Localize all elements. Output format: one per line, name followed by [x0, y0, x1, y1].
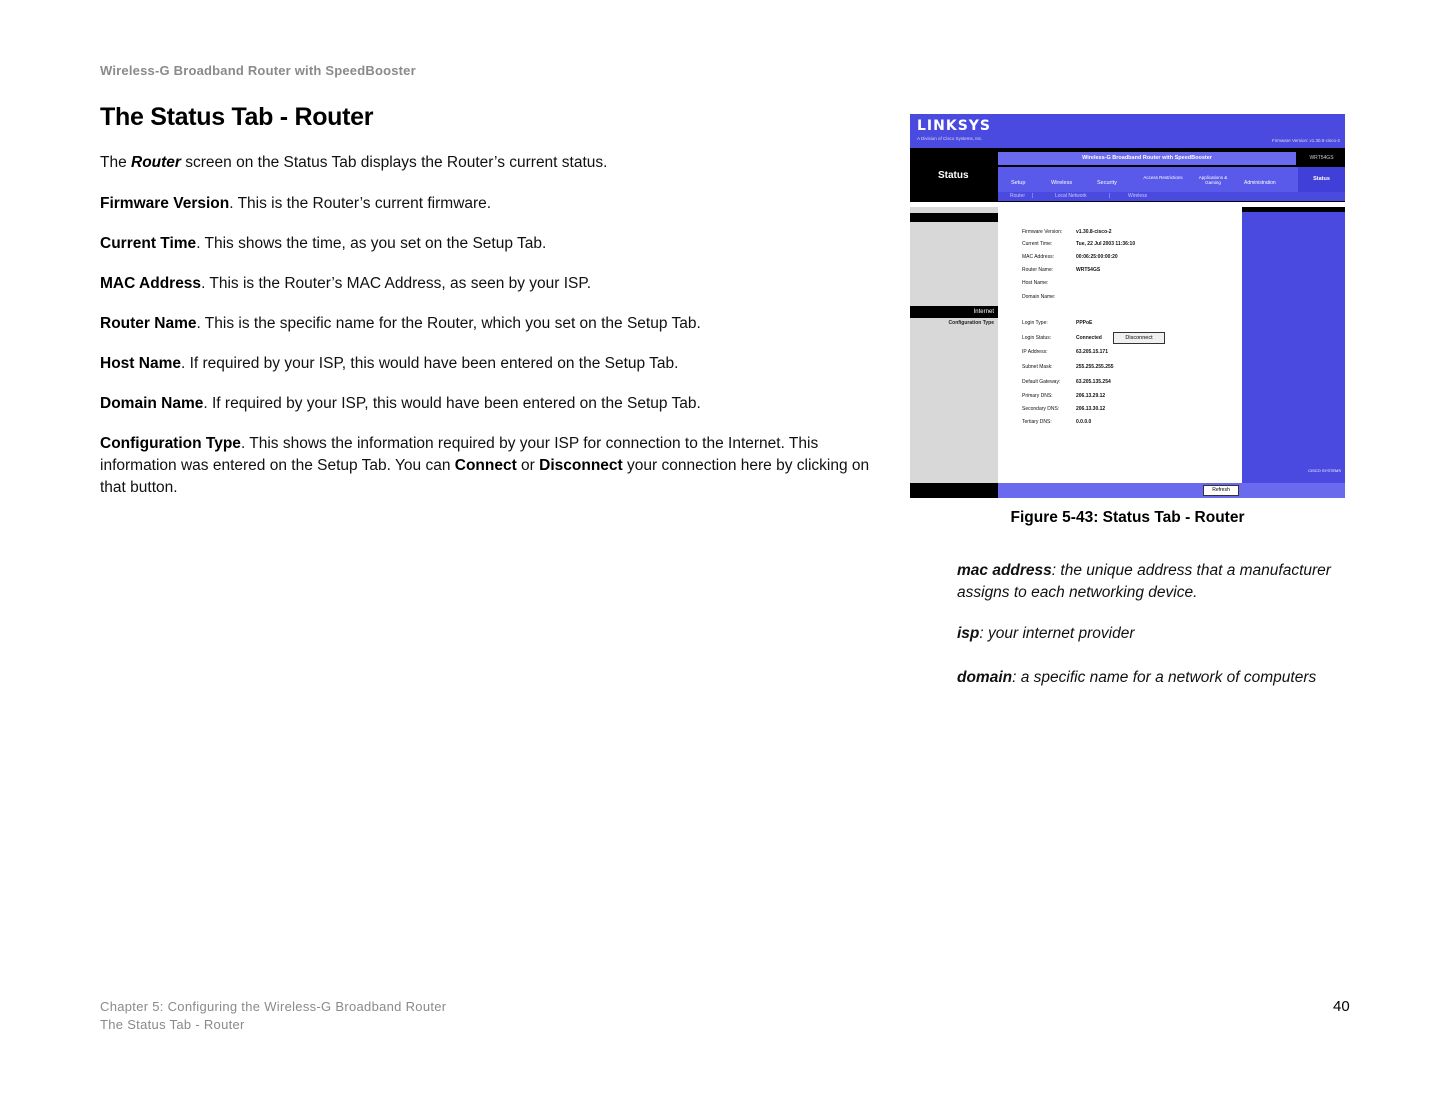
- firmware-paragraph: [100, 193, 890, 215]
- row-label: Host Name:: [1022, 280, 1049, 286]
- config-paragraph: [100, 433, 890, 499]
- time-text: . This shows the time, as you set on the Setup Tab.: [196, 235, 547, 252]
- row-label: Domain Name:: [1022, 294, 1056, 300]
- refresh-button[interactable]: Refresh: [1203, 485, 1239, 496]
- router-name-term: Router Name: [100, 315, 197, 332]
- footer-chapter: Chapter 5: Configuring the Wireless-G Broadband Router: [100, 999, 447, 1014]
- disconnect-button[interactable]: Disconnect: [1113, 332, 1165, 344]
- row-value: 206.13.29.12: [1076, 393, 1106, 399]
- glossary-mac-def: : the unique address that a manufacturer assigns to each networking device.: [957, 562, 1331, 601]
- row-value: Tue, 22 Jul 2003 11:36:10: [1076, 241, 1136, 247]
- time-paragraph: [100, 233, 890, 255]
- row-value: PPPoE: [1076, 320, 1093, 326]
- row-value: Connected: [1076, 335, 1102, 341]
- subtab-wireless[interactable]: Wireless: [1128, 193, 1148, 199]
- tab-administration[interactable]: Administration: [1244, 180, 1276, 186]
- intro-paragraph: [100, 152, 890, 174]
- glossary-isp: [957, 623, 1347, 645]
- row-value: 206.13.30.12: [1076, 406, 1106, 412]
- page-number: 40: [1333, 998, 1350, 1015]
- row-label: Tertiary DNS:: [1022, 419, 1052, 425]
- row-value: 00:06:25:00:00:20: [1076, 254, 1118, 260]
- product-name-band: Wireless-G Broadband Router with SpeedBooster: [998, 152, 1296, 165]
- mac-text: . This is the Router’s MAC Address, as seen by your ISP.: [201, 275, 592, 292]
- glossary-mac-term: mac address: [957, 562, 1052, 579]
- tab-wireless[interactable]: Wireless: [1051, 180, 1073, 186]
- mac-term: MAC Address: [100, 275, 202, 292]
- logo-subtitle: A Division of Cisco Systems, Inc.: [917, 136, 983, 141]
- figure-left-panel: [910, 207, 998, 483]
- row-value: 63.205.15.171: [1076, 349, 1108, 355]
- connect-term: Connect: [454, 457, 517, 474]
- subtab-divider: |: [1109, 193, 1111, 199]
- config-text1: . This shows the information required by your ISP for connection to the Internet. This information was entered on the Setup Tab. You can: [100, 435, 819, 474]
- figure-right-panel: [1242, 207, 1345, 483]
- glossary-domain: [957, 667, 1347, 689]
- page-title: The Status Tab - Router: [100, 103, 374, 131]
- subtab-router[interactable]: Router: [1010, 193, 1026, 199]
- tab-status[interactable]: Status: [1298, 167, 1345, 192]
- glossary-isp-def: : your internet provider: [979, 625, 1135, 642]
- tab-security[interactable]: Security: [1097, 180, 1117, 186]
- config-term: Configuration Type: [100, 435, 241, 452]
- host-term: Host Name: [100, 355, 181, 372]
- firmware-text: . This is the Router’s current firmware.: [229, 195, 492, 212]
- row-label: Router Name:: [1022, 267, 1054, 273]
- glossary-domain-term: domain: [957, 669, 1013, 686]
- row-value: v1.30.8-cisco-2: [1076, 229, 1112, 235]
- tab-access-restrictions[interactable]: Access Restrictions: [1143, 175, 1183, 180]
- row-label: MAC Address:: [1022, 254, 1054, 260]
- row-label: Login Status:: [1022, 335, 1052, 341]
- intro-pre: The: [100, 154, 132, 171]
- row-label: Secondary DNS:: [1022, 406, 1060, 412]
- left-internet-band: Internet: [910, 306, 998, 318]
- firmware-term: Firmware Version: [100, 195, 230, 212]
- intro-emphasis: Router: [131, 154, 181, 171]
- row-value: 63.205.135.254: [1076, 379, 1111, 385]
- row-label: Current Time:: [1022, 241, 1053, 247]
- router-name-paragraph: [100, 313, 890, 335]
- tab-setup[interactable]: Setup: [1011, 180, 1026, 186]
- status-heading: Status: [938, 170, 969, 181]
- config-or: or: [516, 457, 540, 474]
- row-value: 255.255.255.255: [1076, 364, 1114, 370]
- linksys-logo: LINKSYS: [917, 118, 991, 134]
- glossary-domain-def: : a specific name for a network of computers: [1012, 669, 1317, 686]
- disconnect-term: Disconnect: [539, 457, 623, 474]
- mac-paragraph: [100, 273, 890, 295]
- domain-paragraph: [100, 393, 890, 415]
- figure-right-band: [1242, 207, 1345, 212]
- subtab-divider: |: [1032, 193, 1034, 199]
- footer: [100, 998, 446, 1034]
- config-text2: your connection here by clicking on that button.: [100, 457, 870, 496]
- footer-section: The Status Tab - Router: [100, 1017, 245, 1032]
- router-status-screenshot: [910, 114, 1345, 498]
- row-label: IP Address:: [1022, 349, 1048, 355]
- figure-main-panel: [998, 207, 1242, 483]
- domain-text: . If required by your ISP, this would have been entered on the Setup Tab.: [203, 395, 701, 412]
- figure-bottom-left: [910, 483, 998, 498]
- row-value: 0.0.0.0: [1076, 419, 1092, 425]
- time-term: Current Time: [100, 235, 197, 252]
- row-label: Default Gateway:: [1022, 379, 1061, 385]
- row-label: Firmware Version:: [1022, 229, 1063, 235]
- subtab-bar: [998, 192, 1345, 201]
- router-name-text: . This is the specific name for the Router, which you set on the Setup Tab.: [196, 315, 701, 332]
- row-value: WRT54GS: [1076, 267, 1101, 273]
- row-label: Subnet Mask:: [1022, 364, 1053, 370]
- left-section-band: [910, 213, 998, 222]
- host-paragraph: [100, 353, 890, 375]
- glossary-mac: [957, 560, 1347, 604]
- running-head: Wireless-G Broadband Router with SpeedBooster: [100, 63, 416, 78]
- glossary-isp-term: isp: [957, 625, 980, 642]
- intro-post: screen on the Status Tab displays the Router’s current status.: [180, 154, 608, 171]
- cisco-logo: CISCO SYSTEMS: [1308, 468, 1341, 473]
- left-config-label: Configuration Type: [948, 320, 994, 326]
- figure-caption: Figure 5-43: Status Tab - Router: [1010, 509, 1245, 526]
- subtab-local-network[interactable]: Local Network: [1055, 193, 1087, 199]
- model-label: WRT54GS: [1309, 155, 1334, 161]
- host-text: . If required by your ISP, this would have been entered on the Setup Tab.: [180, 355, 679, 372]
- row-label: Primary DNS:: [1022, 393, 1053, 399]
- figure-bottom-bar: [998, 483, 1345, 498]
- domain-term: Domain Name: [100, 395, 204, 412]
- row-label: Login Type:: [1022, 320, 1048, 326]
- tab-applications-gaming[interactable]: Applications & Gaming: [1198, 175, 1228, 185]
- firmware-top-label: Firmware Version: v1.30.8-cisco-2: [1271, 138, 1340, 143]
